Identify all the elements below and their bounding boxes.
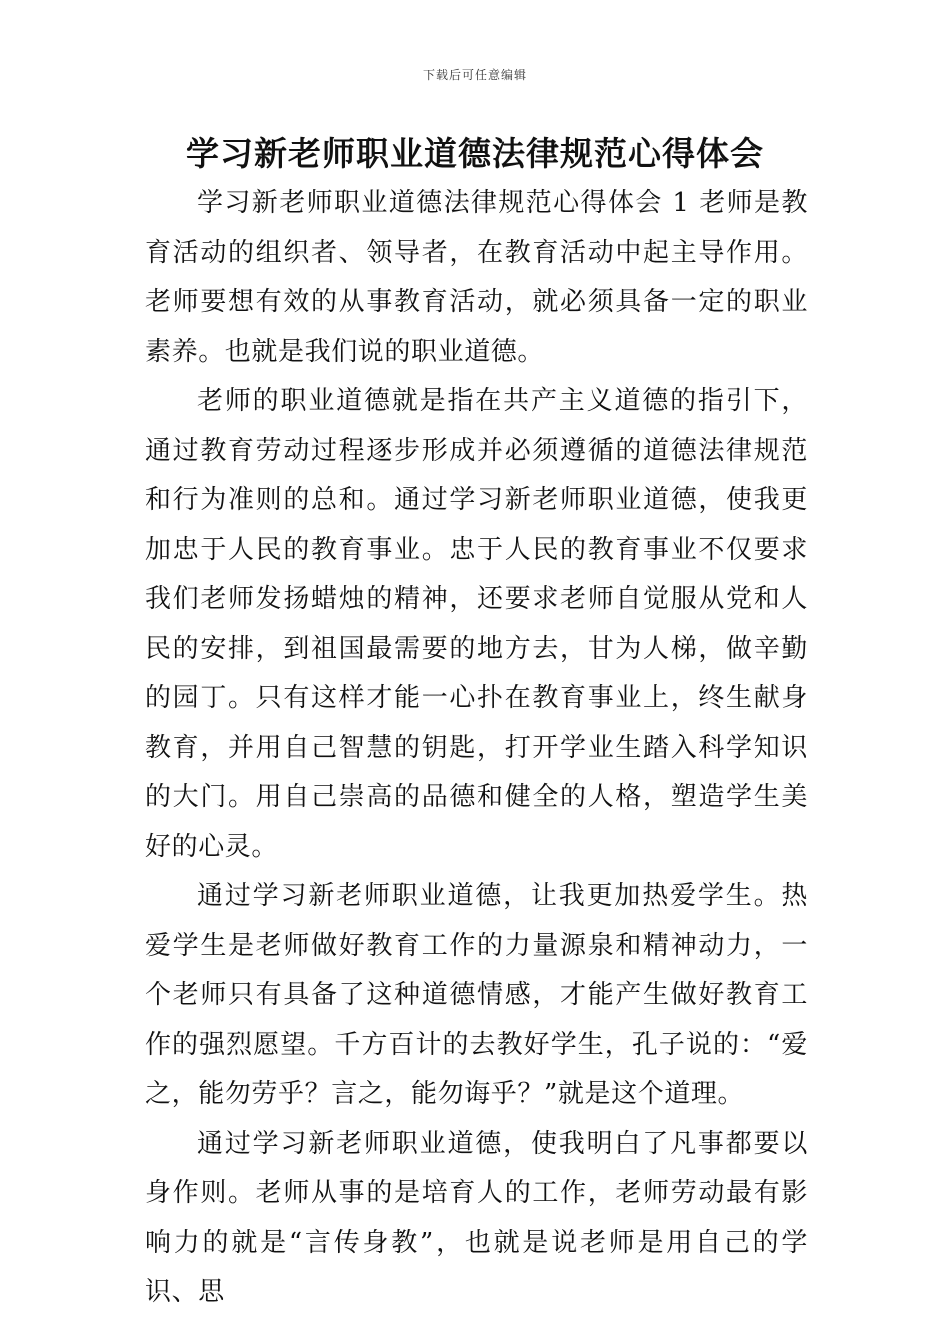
document-body [145, 179, 808, 1318]
header-note: 下载后可任意编辑 [422, 68, 527, 82]
paragraph-3: 通过学习新老师职业道德，让我更加热爱学生。热爱学生是老师做好教育工作的力量源泉和精神动力，一个老师只有具备了这种道德情感，才能产生做好教育工作的强烈愿望。千方百计的去教好学生，孔子说的：“爱之，能勿劳乎？言之，能勿诲乎？”就是这个道理。 [145, 881, 808, 1109]
document-title: 学习新老师职业道德法律规范心得体会 [186, 134, 764, 173]
paragraph-2: 老师的职业道德就是指在共产主义道德的指引下，通过教育劳动过程逐步形成并必须遵循的道德法律规范和行为准则的总和。通过学习新老师职业道德，使我更加忠于人民的教育事业。忠于人民的教育事业不仅要求我们老师发扬蜡烛的精神，还要求老师自觉服从党和人民的安排，到祖国最需要的地方去，甘为人梯，做辛勤的园丁。只有这样才能一心扑在教育事业上，终生献身教育，并用自己智慧的钥匙，打开学业生踏入科学知识的大门。用自己崇高的品德和健全的人格，塑造学生美好的心灵。 [145, 386, 808, 862]
paragraph-1: 学习新老师职业道德法律规范心得体会 1 老师是教育活动的组织者、领导者，在教育活动中起主导作用。老师要想有效的从事教育活动，就必须具备一定的职业素养。也就是我们说的职业道德。 [145, 188, 808, 367]
paragraph-4: 通过学习新老师职业道德，使我明白了凡事都要以身作则。老师从事的是培育人的工作，老师劳动最有影响力的就是“言传身教”，也就是说老师是用自己的学识、思 [145, 1128, 808, 1307]
